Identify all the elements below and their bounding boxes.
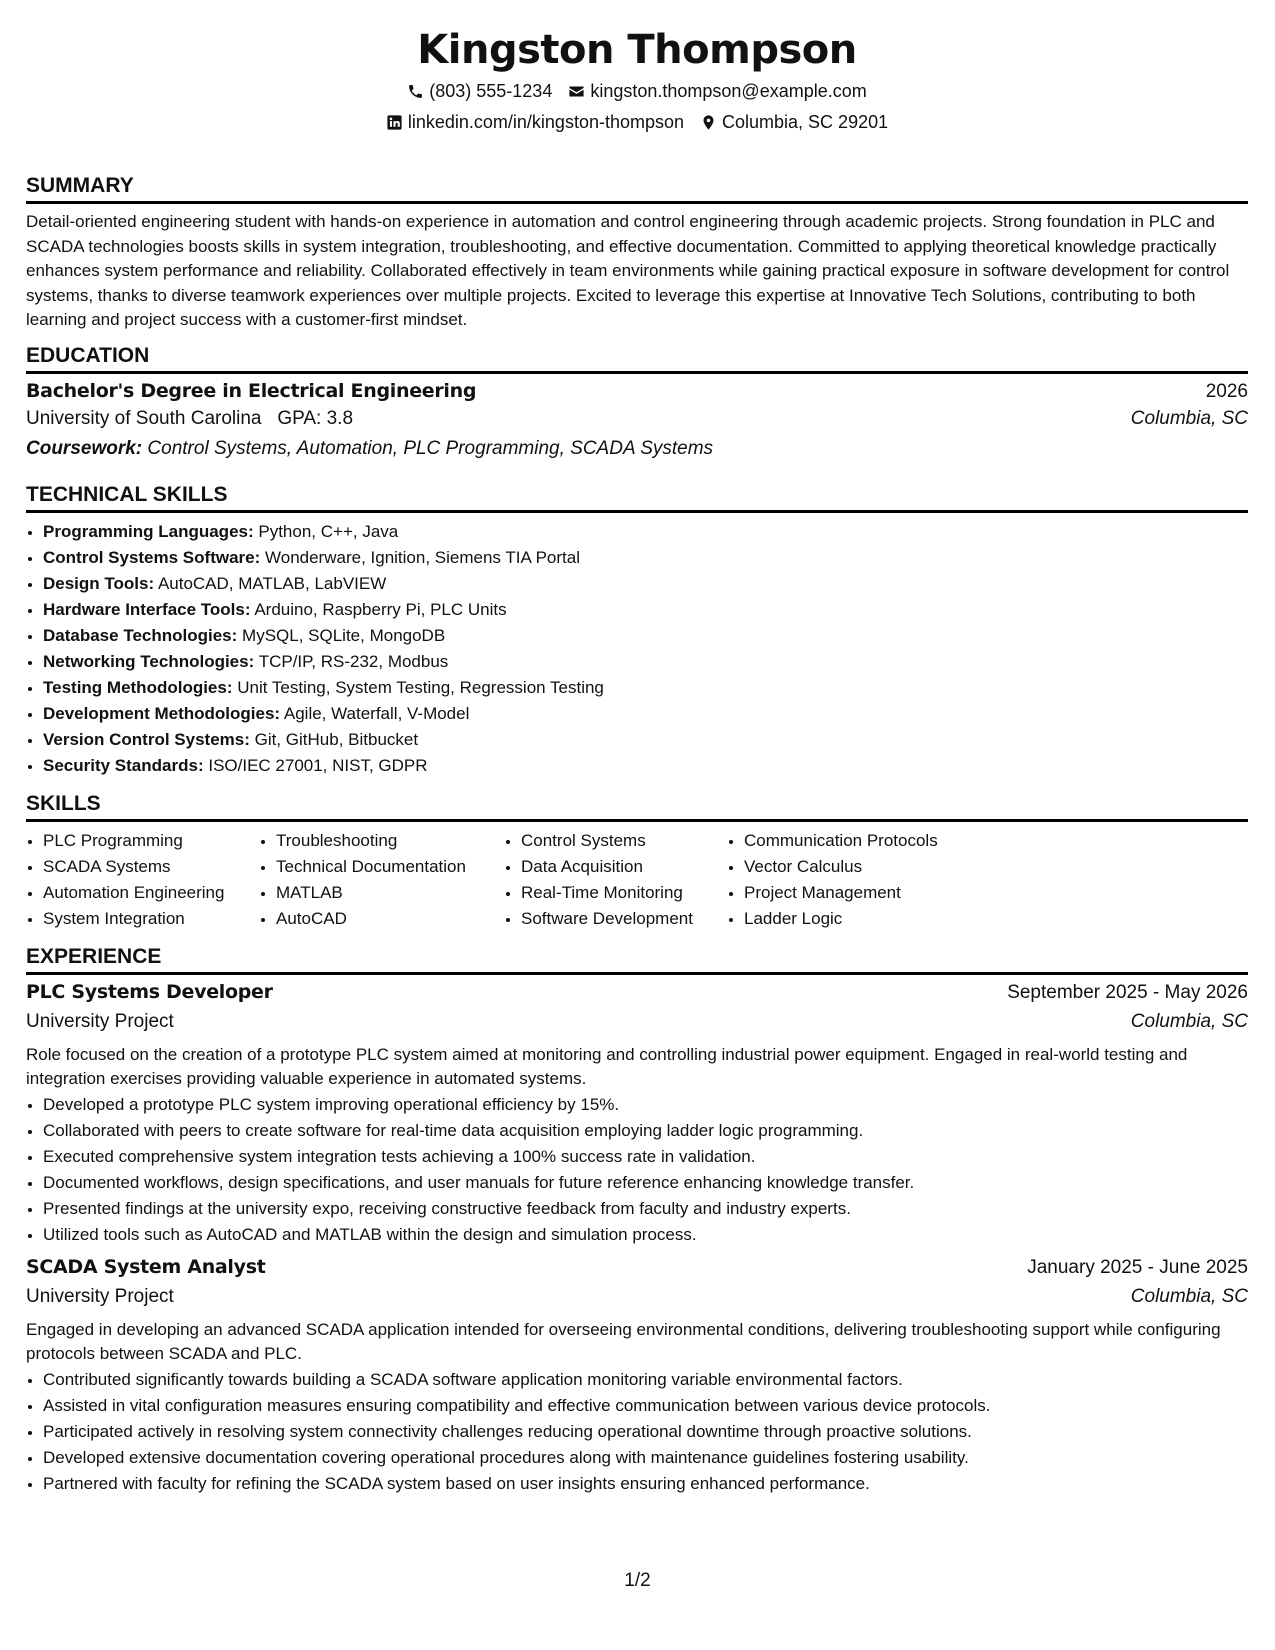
job-bullet: • Contributed significantly towards building a SCADA software application monitoring variable environmental factors. <box>43 1367 1248 1393</box>
tech-skill-item <box>43 545 1248 571</box>
job-bullet: • Participated actively in resolving system connectivity challenges reducing operational downtime through proactive solutions. <box>43 1419 1248 1445</box>
map-pin-icon <box>700 114 717 131</box>
tech-skill-label: Design Tools: <box>43 573 155 593</box>
summary-section <box>26 173 1248 333</box>
tech-skill-value: Wonderware, Ignition, Siemens TIA Portal <box>265 547 580 567</box>
skills-column-1 <box>26 828 259 932</box>
tech-skill-label: Hardware Interface Tools: <box>43 599 251 619</box>
job-bullet: • Documented workflows, design specifications, and user manuals for future reference enhancing knowledge transfer. <box>43 1170 1248 1196</box>
linkedin-icon <box>386 114 403 131</box>
job-description: Engaged in developing an advanced SCADA application intended for overseeing environmental conditions, delivering troubleshooting support while configuring protocols between SCADA and PLC. <box>26 1319 1221 1363</box>
tech-skill-value: Unit Testing, System Testing, Regression Testing <box>237 677 604 697</box>
tech-skill-item <box>43 649 1248 675</box>
contact-line-1 <box>26 80 1248 102</box>
job-bullet: • Assisted in vital configuration measures ensuring compatibility and effective communication between various device protocols. <box>43 1393 1248 1419</box>
tech-skill-value: TCP/IP, RS-232, Modbus <box>258 651 449 671</box>
skills-columns <box>26 828 1248 932</box>
experience-heading: EXPERIENCE <box>26 944 1248 975</box>
tech-skill-label: Testing Methodologies: <box>43 677 233 697</box>
job-bullet: • Developed extensive documentation covering operational procedures along with maintenance guidelines fostering usability. <box>43 1445 1248 1471</box>
linkedin-text[interactable]: linkedin.com/in/kingston-thompson <box>407 112 685 132</box>
job-header-row <box>26 981 1248 1011</box>
technical-skills-section <box>26 482 1248 779</box>
phone-item <box>407 80 552 102</box>
job-header-row <box>26 1256 1248 1286</box>
school-name: University of South Carolina <box>26 407 262 429</box>
job-organization: University Project <box>26 1010 174 1032</box>
candidate-name: Kingston Thompson <box>417 27 857 73</box>
skill-item: • SCADA Systems <box>43 854 259 880</box>
tech-skill-value: AutoCAD, MATLAB, LabVIEW <box>157 573 387 593</box>
education-row-2 <box>26 408 1248 438</box>
linkedin-item[interactable] <box>386 111 684 133</box>
job-org-row <box>26 1286 1248 1318</box>
job-description: Role focused on the creation of a prototype PLC system aimed at monitoring and controlling industrial power equipment. Engaged in real-world testing and integration exercises providing valuable experience in automated systems. <box>26 1044 1188 1088</box>
technical-skills-list <box>26 519 1248 779</box>
coursework-label: Coursework: <box>26 437 143 459</box>
skill-item: • MATLAB <box>276 880 504 906</box>
tech-skill-value: Agile, Waterfall, V-Model <box>283 703 470 723</box>
tech-skill-item <box>43 597 1248 623</box>
job-title: PLC Systems Developer <box>26 980 273 1003</box>
tech-skill-value: Python, C++, Java <box>258 521 399 541</box>
job-org-row <box>26 1011 1248 1043</box>
job-bullet: • Partnered with faculty for refining the SCADA system based on user insights ensuring enhanced performance. <box>43 1471 1248 1497</box>
skill-item: • Troubleshooting <box>276 828 504 854</box>
job-dates: September 2025 - May 2026 <box>1007 981 1248 1003</box>
summary-text: Detail-oriented engineering student with hands-on experience in automation and control engineering through academic projects. Strong foundation in PLC and SCADA technologies boosts skills in system integration, troubleshooting, and effective documentation. Committed to applying theoretical knowledge practically enhances system performance and reliability. Collaborated effectively in team environments while gaining practical exposure in software development for control systems, thanks to diverse teamwork experiences over multiple projects. Excited to leverage this expertise at Innovative Tech Solutions, contributing to both learning and project success with a customer-first mindset. <box>26 212 1230 329</box>
tech-skill-value: Git, GitHub, Bitbucket <box>254 729 419 749</box>
contact-line-2 <box>26 111 1248 133</box>
job-bullet: • Collaborated with peers to create software for real-time data acquisition employing ladder logic programming. <box>43 1118 1248 1144</box>
tech-skill-item <box>43 571 1248 597</box>
tech-skill-item <box>43 701 1248 727</box>
tech-skill-label: Development Methodologies: <box>43 703 281 723</box>
education-heading: EDUCATION <box>26 343 1248 374</box>
job-bullet: • Developed a prototype PLC system improving operational efficiency by 15%. <box>43 1092 1248 1118</box>
skill-item: • Real-Time Monitoring <box>521 880 727 906</box>
email-text[interactable]: kingston.thompson@example.com <box>590 81 867 101</box>
tech-skill-label: Programming Languages: <box>43 521 254 541</box>
tech-skill-item <box>43 753 1248 779</box>
job-entry <box>26 1256 1248 1497</box>
page-number: 1/2 <box>624 1570 651 1591</box>
job-entry <box>26 981 1248 1248</box>
graduation-year: 2026 <box>1205 380 1248 402</box>
tech-skill-label: Security Standards: <box>43 755 204 775</box>
tech-skill-value: ISO/IEC 27001, NIST, GDPR <box>208 755 428 775</box>
tech-skill-label: Control Systems Software: <box>43 547 261 567</box>
experience-section <box>26 944 1248 1497</box>
job-bullets <box>26 1367 1248 1497</box>
job-bullet: • Utilized tools such as AutoCAD and MATLAB within the design and simulation process. <box>43 1222 1248 1248</box>
skill-item: • Data Acquisition <box>521 854 727 880</box>
school-line <box>26 408 353 430</box>
skill-item: • System Integration <box>43 906 259 932</box>
location-text: Columbia, SC 29201 <box>722 112 889 132</box>
job-bullets <box>26 1092 1248 1248</box>
skill-item: • Automation Engineering <box>43 880 259 906</box>
job-dates: January 2025 - June 2025 <box>1027 1256 1248 1278</box>
education-section <box>26 343 1248 468</box>
tech-skill-label: Version Control Systems: <box>43 729 250 749</box>
technical-skills-heading: TECHNICAL SKILLS <box>26 482 1248 513</box>
phone-text: (803) 555-1234 <box>429 81 553 101</box>
tech-skill-item <box>43 675 1248 701</box>
school-location: Columbia, SC <box>1130 407 1248 429</box>
education-row-1 <box>26 380 1248 408</box>
skill-item: • Project Management <box>744 880 1004 906</box>
tech-skill-item <box>43 727 1248 753</box>
skills-column-2 <box>259 828 504 932</box>
skill-item: • PLC Programming <box>43 828 259 854</box>
job-bullet: • Presented findings at the university expo, receiving constructive feedback from faculty and industry experts. <box>43 1196 1248 1222</box>
tech-skill-item <box>43 519 1248 545</box>
job-location: Columbia, SC <box>1130 1010 1248 1032</box>
skill-item: • Vector Calculus <box>744 854 1004 880</box>
tech-skill-value: Arduino, Raspberry Pi, PLC Units <box>254 599 507 619</box>
tech-skill-item <box>43 623 1248 649</box>
skill-item: • Software Development <box>521 906 727 932</box>
skill-item: • Communication Protocols <box>744 828 1004 854</box>
email-item[interactable] <box>568 80 866 102</box>
skills-column-3 <box>504 828 727 932</box>
coursework-list: Control Systems, Automation, PLC Programming, SCADA Systems <box>147 437 714 459</box>
resume-page <box>26 0 1248 1497</box>
tech-skill-label: Database Technologies: <box>43 625 238 645</box>
skills-section <box>26 791 1248 932</box>
phone-icon <box>407 83 424 100</box>
gpa: GPA: 3.8 <box>277 407 354 429</box>
summary-heading: SUMMARY <box>26 173 1248 204</box>
tech-skill-value: MySQL, SQLite, MongoDB <box>242 625 446 645</box>
skills-column-4 <box>727 828 1004 932</box>
job-organization: University Project <box>26 1285 174 1307</box>
skill-item: • Technical Documentation <box>276 854 504 880</box>
skills-heading: SKILLS <box>26 791 1248 822</box>
skill-item: • Ladder Logic <box>744 906 1004 932</box>
degree-title: Bachelor's Degree in Electrical Engineering <box>26 379 477 402</box>
envelope-icon <box>568 83 585 100</box>
skill-item: • AutoCAD <box>276 906 504 932</box>
job-title: SCADA System Analyst <box>26 1255 266 1278</box>
tech-skill-label: Networking Technologies: <box>43 651 255 671</box>
location-item <box>700 111 888 133</box>
job-bullet: • Executed comprehensive system integration tests achieving a 100% success rate in validation. <box>43 1144 1248 1170</box>
coursework-line <box>26 438 1248 468</box>
job-location: Columbia, SC <box>1130 1285 1248 1307</box>
skill-item: • Control Systems <box>521 828 727 854</box>
